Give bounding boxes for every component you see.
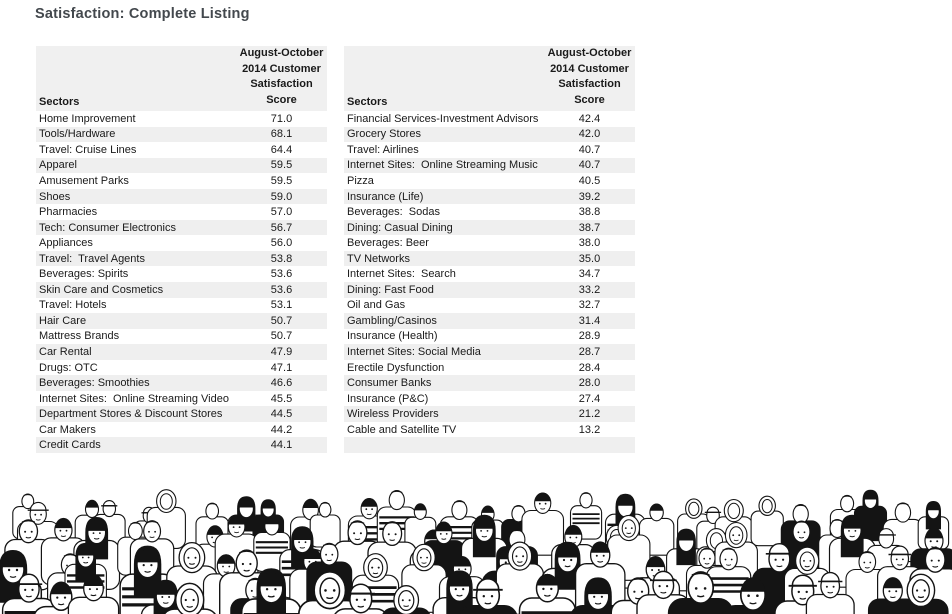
- table-row: [344, 360, 635, 376]
- score-column-header: [544, 46, 635, 111]
- table-row: [36, 220, 327, 236]
- score-column-header: [236, 46, 327, 111]
- table-header: [36, 46, 327, 111]
- score-cell: 45.5: [270, 392, 293, 405]
- score-cell: 34.7: [578, 268, 601, 281]
- sector-cell: Hair Care: [39, 314, 87, 327]
- table-row: [344, 111, 635, 127]
- table-row: [344, 282, 635, 298]
- table-row: [36, 111, 327, 127]
- sector-cell: Oil and Gas: [347, 299, 406, 312]
- score-header-line: 2014 Customer: [550, 62, 629, 75]
- table-row: [344, 235, 635, 251]
- sector-cell: Car Rental: [39, 345, 92, 358]
- sector-cell: Shoes: [39, 190, 71, 203]
- sector-cell: Grocery Stores: [347, 128, 421, 141]
- table-row: [344, 220, 635, 236]
- sector-cell: Travel: Airlines: [347, 143, 419, 156]
- score-cell: 40.7: [578, 143, 601, 156]
- table-row: [344, 127, 635, 143]
- table-row: [344, 266, 635, 282]
- table-row: [344, 313, 635, 329]
- table-row: [36, 391, 327, 407]
- sector-cell: Beverages: Sodas: [347, 206, 440, 219]
- sector-cell: Beverages: Spirits: [39, 268, 129, 281]
- sector-cell: Travel: Travel Agents: [39, 252, 145, 265]
- satisfaction-table-left: [36, 46, 327, 453]
- sector-cell: Department Stores & Discount Stores: [39, 408, 223, 421]
- table-row: [36, 189, 327, 205]
- score-cell: 38.8: [578, 206, 601, 219]
- sector-cell: Appliances: [39, 237, 93, 250]
- sector-cell: Car Makers: [39, 423, 96, 436]
- sector-cell: Insurance (Health): [347, 330, 438, 343]
- score-cell: 64.4: [270, 143, 293, 156]
- sector-cell: Credit Cards: [39, 439, 101, 452]
- score-cell: 53.8: [270, 252, 293, 265]
- score-cell: 40.5: [578, 174, 601, 187]
- score-cell: 28.0: [578, 377, 601, 390]
- score-cell: 28.9: [578, 330, 601, 343]
- page-title: Satisfaction: Complete Listing: [35, 6, 250, 22]
- table-row: [36, 173, 327, 189]
- table-row: [344, 142, 635, 158]
- score-cell: 56.7: [270, 221, 293, 234]
- score-cell: 31.4: [578, 314, 601, 327]
- sector-cell: Pizza: [347, 174, 374, 187]
- table-row: [36, 298, 327, 314]
- sector-cell: Dining: Fast Food: [347, 283, 434, 296]
- table-row: [36, 344, 327, 360]
- sector-cell: Beverages: Smoothies: [39, 377, 150, 390]
- table-row: [36, 375, 327, 391]
- table-row: [344, 422, 635, 438]
- sector-cell: Insurance (Life): [347, 190, 424, 203]
- table-row: [344, 406, 635, 422]
- score-cell: 38.7: [578, 221, 601, 234]
- sector-cell: Travel: Hotels: [39, 299, 107, 312]
- sector-cell: Tools/Hardware: [39, 128, 116, 141]
- sector-cell: Internet Sites: Social Media: [347, 345, 481, 358]
- score-header-line: August-October: [239, 47, 324, 60]
- score-header-line: Score: [574, 93, 605, 106]
- table-row: [344, 437, 635, 453]
- score-cell: 57.0: [270, 206, 293, 219]
- score-cell: 44.2: [270, 423, 293, 436]
- sector-cell: Pharmacies: [39, 206, 98, 219]
- table-row: [36, 422, 327, 438]
- sector-cell: Consumer Banks: [347, 377, 432, 390]
- table-row: [344, 158, 635, 174]
- table-row: [344, 329, 635, 345]
- score-cell: 50.7: [270, 314, 293, 327]
- sector-cell: Skin Care and Cosmetics: [39, 283, 164, 296]
- table-row: [344, 344, 635, 360]
- score-cell: 40.7: [578, 159, 601, 172]
- table-row: [36, 437, 327, 453]
- score-cell: 35.0: [578, 252, 601, 265]
- score-cell: 33.2: [578, 283, 601, 296]
- score-cell: 32.7: [578, 299, 601, 312]
- table-row: [36, 204, 327, 220]
- sector-cell: Mattress Brands: [39, 330, 120, 343]
- score-header-line: 2014 Customer: [242, 62, 321, 75]
- table-row: [36, 282, 327, 298]
- sectors-column-header: Sectors: [39, 96, 80, 108]
- score-header-line: Satisfaction: [558, 78, 621, 91]
- crowd-illustration: [0, 482, 952, 614]
- tables-area: [36, 46, 635, 453]
- score-cell: 44.1: [270, 439, 293, 452]
- score-cell: 46.6: [270, 377, 293, 390]
- table-row: [344, 251, 635, 267]
- score-cell: 68.1: [270, 128, 293, 141]
- table-row: [344, 173, 635, 189]
- score-cell: 21.2: [578, 408, 601, 421]
- sector-cell: Amusement Parks: [39, 174, 129, 187]
- table-body: [344, 111, 635, 453]
- score-cell: 13.2: [578, 423, 601, 436]
- score-cell: 59.0: [270, 190, 293, 203]
- table-row: [344, 204, 635, 220]
- sector-cell: Financial Services-Investment Advisors: [347, 112, 539, 125]
- sector-cell: Tech: Consumer Electronics: [39, 221, 176, 234]
- score-cell: 42.0: [578, 128, 601, 141]
- table-row: [344, 391, 635, 407]
- sector-cell: Gambling/Casinos: [347, 314, 437, 327]
- score-cell: 50.7: [270, 330, 293, 343]
- sector-cell: Home Improvement: [39, 112, 136, 125]
- score-cell: 28.7: [578, 345, 601, 358]
- score-cell: 42.4: [578, 112, 601, 125]
- sector-cell: Cable and Satellite TV: [347, 423, 457, 436]
- sector-cell: Apparel: [39, 159, 77, 172]
- table-row: [36, 127, 327, 143]
- score-cell: 53.1: [270, 299, 293, 312]
- score-cell: 71.0: [270, 112, 293, 125]
- sectors-column-header: Sectors: [347, 96, 388, 108]
- table-row: [36, 313, 327, 329]
- score-header-line: Satisfaction: [250, 78, 313, 91]
- sector-cell: Internet Sites: Online Streaming Video: [39, 392, 229, 405]
- table-row: [36, 251, 327, 267]
- score-cell: 44.5: [270, 408, 293, 421]
- table-row: [36, 406, 327, 422]
- score-cell: 53.6: [270, 283, 293, 296]
- sector-cell: Drugs: OTC: [39, 361, 98, 374]
- table-row: [36, 360, 327, 376]
- score-cell: 59.5: [270, 159, 293, 172]
- table-header: [344, 46, 635, 111]
- score-header-line: August-October: [547, 47, 632, 60]
- score-cell: 38.0: [578, 237, 601, 250]
- sector-cell: Travel: Cruise Lines: [39, 143, 137, 156]
- sector-cell: Dining: Casual Dining: [347, 221, 453, 234]
- table-row: [36, 266, 327, 282]
- table-body: [36, 111, 327, 453]
- sector-cell: Insurance (P&C): [347, 392, 429, 405]
- table-row: [36, 235, 327, 251]
- sector-cell: Beverages: Beer: [347, 237, 429, 250]
- sector-cell: Internet Sites: Online Streaming Music: [347, 159, 538, 172]
- table-row: [344, 189, 635, 205]
- table-row: [344, 375, 635, 391]
- score-cell: 53.6: [270, 268, 293, 281]
- sector-cell: Wireless Providers: [347, 408, 439, 421]
- score-cell: 59.5: [270, 174, 293, 187]
- score-cell: 47.1: [270, 361, 293, 374]
- score-cell: 28.4: [578, 361, 601, 374]
- table-row: [36, 329, 327, 345]
- score-cell: 27.4: [578, 392, 601, 405]
- table-row: [36, 142, 327, 158]
- table-row: [344, 298, 635, 314]
- satisfaction-table-right: [344, 46, 635, 453]
- sector-cell: TV Networks: [347, 252, 410, 265]
- table-row: [36, 158, 327, 174]
- score-cell: 56.0: [270, 237, 293, 250]
- sector-cell: Internet Sites: Search: [347, 268, 456, 281]
- score-cell: 47.9: [270, 345, 293, 358]
- sector-cell: Erectile Dysfunction: [347, 361, 445, 374]
- score-cell: 39.2: [578, 190, 601, 203]
- score-header-line: Score: [266, 93, 297, 106]
